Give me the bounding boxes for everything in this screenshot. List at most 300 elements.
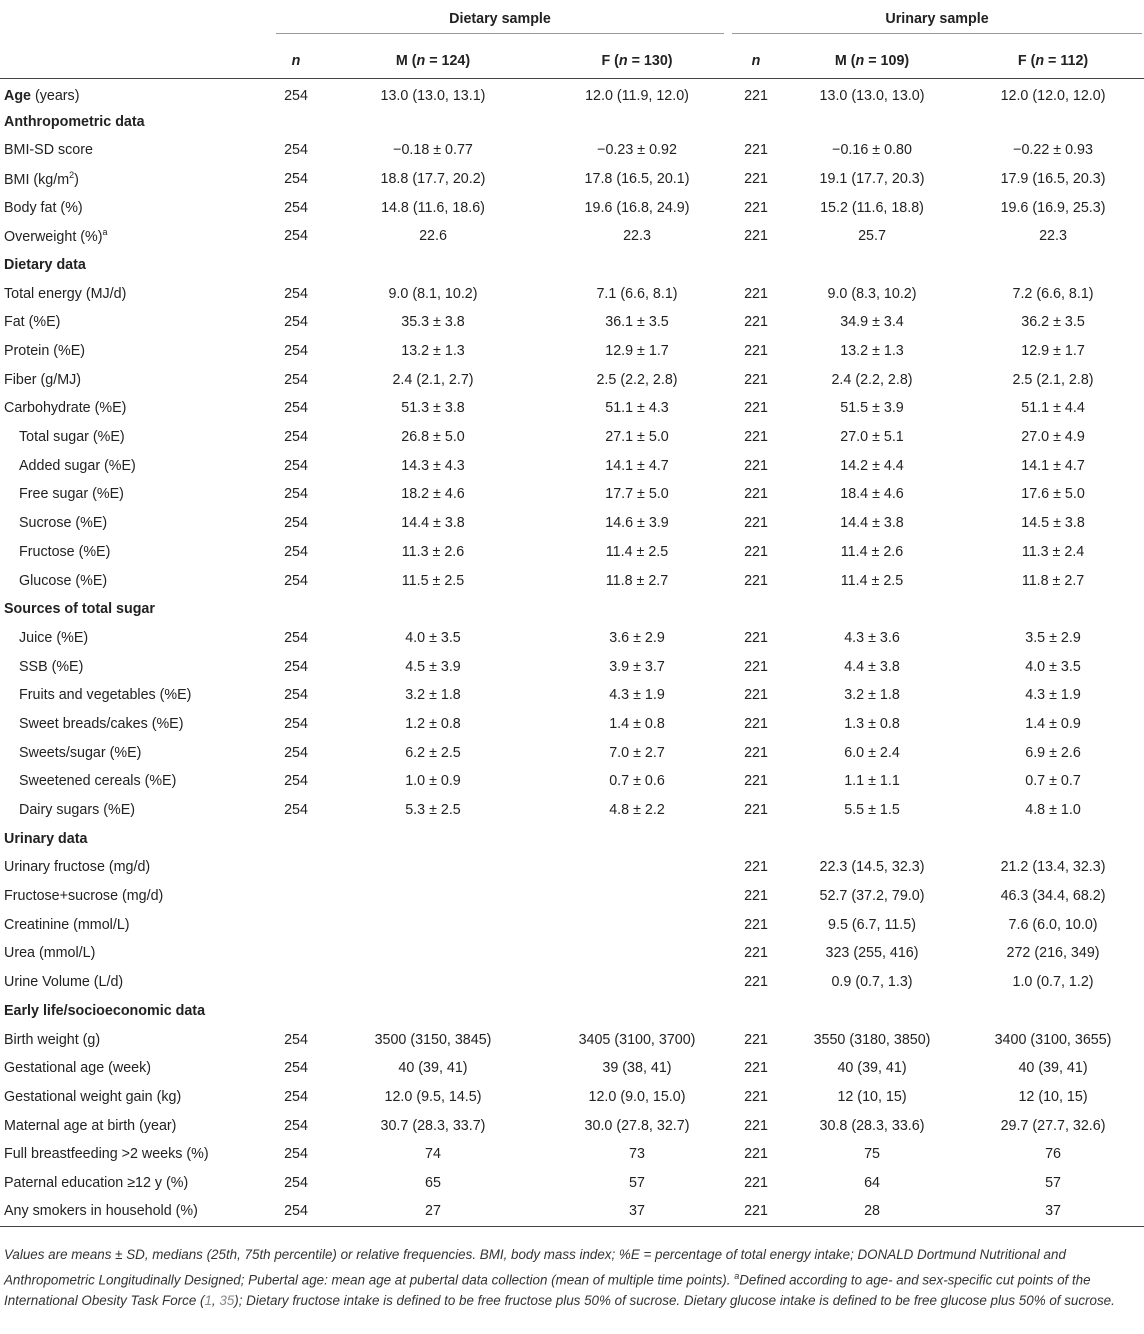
n-urinary: 221 — [744, 170, 768, 187]
f-urinary-value: 17.6 ± 5.0 — [1021, 486, 1085, 503]
table-row — [0, 1083, 1144, 1112]
table-row — [0, 882, 1144, 911]
f-dietary-value: 36.1 ± 3.5 — [605, 314, 669, 331]
table-row — [0, 796, 1144, 825]
empty-cell — [270, 107, 322, 136]
row-label: Juice (%E) — [19, 629, 89, 646]
m-urinary-value: 75 — [864, 1146, 880, 1163]
m-urinary-value: 40 (39, 41) — [837, 1060, 907, 1077]
m-urinary-value: 2.4 (2.2, 2.8) — [831, 371, 913, 388]
row-label: SSB (%E) — [19, 658, 84, 675]
m-dietary-value — [322, 853, 544, 882]
row-label: Age (years) — [4, 88, 80, 105]
section-label: Anthropometric data — [4, 113, 145, 130]
n-dietary: 254 — [284, 715, 308, 732]
f-dietary-value: 17.8 (16.5, 20.1) — [584, 170, 690, 187]
m-urinary-value: 5.5 ± 1.5 — [844, 802, 900, 819]
m-dietary-value: 11.3 ± 2.6 — [401, 543, 465, 560]
n-dietary: 254 — [284, 1088, 308, 1105]
f-dietary-value: 51.1 ± 4.3 — [605, 400, 669, 417]
empty-cell — [730, 595, 782, 624]
n-dietary: 254 — [284, 802, 308, 819]
f-urinary-value: 12 (10, 15) — [1018, 1088, 1088, 1105]
table-body — [0, 79, 1144, 1227]
f-urinary-value: 6.9 ± 2.6 — [1025, 744, 1081, 761]
m-dietary-value: 22.6 — [419, 228, 447, 245]
n-urinary: 221 — [744, 457, 768, 474]
empty-cell — [544, 251, 730, 280]
m-urinary-value: 4.3 ± 3.6 — [844, 629, 900, 646]
m-dietary-value: 14.4 ± 3.8 — [401, 515, 465, 532]
m-urinary-value: 64 — [864, 1174, 880, 1191]
table-footnote: Values are means ± SD, medians (25th, 75th percentile) or relative frequencies. BMI, body mass index; %E = percentage of total energy intake; DONALD Dortmund Nutritional and Anthropometric Longitudinally Designed; Pubertal age: mean age at pubertal data collection (mean of multiple time points). $^a$Defined according to age- and sex-specific cut points of the International Obesity Task Force (1, 35); Dietary fructose intake is defined to be free fructose plus 50% of sucrose. Dietary glucose intake is defined to be free glucose plus 50% of sucrose. — [4, 1247, 1115, 1309]
empty-cell — [962, 251, 1144, 280]
header-group-dietary: Dietary sample — [270, 0, 730, 44]
header-m-urinary: M (n = 109) — [782, 44, 962, 79]
f-urinary-value: 7.6 (6.0, 10.0) — [1008, 916, 1098, 933]
n-dietary: 254 — [284, 371, 308, 388]
f-dietary-value: 27.1 ± 5.0 — [605, 429, 669, 446]
n-urinary: 221 — [730, 1197, 782, 1226]
m-urinary-value: 11.4 ± 2.5 — [840, 572, 904, 589]
f-dietary-value: 3.6 ± 2.9 — [609, 629, 665, 646]
table-row — [0, 1169, 1144, 1198]
f-urinary-value: 11.8 ± 2.7 — [1021, 572, 1085, 589]
n-urinary: 221 — [744, 888, 768, 905]
f-dietary-value — [544, 882, 730, 911]
n-urinary: 221 — [744, 687, 768, 704]
m-dietary-value: 11.5 ± 2.5 — [401, 572, 465, 589]
m-urinary-value: 4.4 ± 3.8 — [844, 658, 900, 675]
f-dietary-value: 19.6 (16.8, 24.9) — [584, 199, 690, 216]
empty-cell — [962, 595, 1144, 624]
m-urinary-value: 13.2 ± 1.3 — [840, 343, 904, 360]
n-urinary: 221 — [744, 429, 768, 446]
empty-cell — [782, 824, 962, 853]
m-urinary-value: 28 — [782, 1197, 962, 1226]
f-dietary-value — [544, 968, 730, 997]
f-urinary-value: 12.9 ± 1.7 — [1021, 343, 1085, 360]
section-label: Sources of total sugar — [4, 601, 155, 618]
m-dietary-value: 40 (39, 41) — [398, 1060, 468, 1077]
n-urinary: 221 — [744, 744, 768, 761]
n-dietary: 254 — [284, 629, 308, 646]
m-dietary-value: 3.2 ± 1.8 — [405, 687, 461, 704]
table-row — [0, 365, 1144, 394]
m-urinary-value: 3.2 ± 1.8 — [844, 687, 900, 704]
f-dietary-value: 30.0 (27.8, 32.7) — [584, 1117, 690, 1134]
f-dietary-value: 0.7 ± 0.6 — [609, 773, 665, 790]
n-urinary: 221 — [744, 486, 768, 503]
m-urinary-value: 15.2 (11.6, 18.8) — [820, 199, 924, 216]
n-dietary: 254 — [284, 1060, 308, 1077]
n-urinary: 221 — [744, 715, 768, 732]
empty-cell — [782, 107, 962, 136]
row-label: Birth weight (g) — [4, 1031, 101, 1048]
m-urinary-value: 34.9 ± 3.4 — [840, 314, 904, 331]
m-dietary-value: 2.4 (2.1, 2.7) — [392, 371, 474, 388]
empty-cell — [322, 824, 544, 853]
f-dietary-value: 4.3 ± 1.9 — [609, 687, 665, 704]
f-urinary-value: 14.1 ± 4.7 — [1021, 457, 1085, 474]
f-dietary-value: 7.1 (6.6, 8.1) — [596, 285, 678, 302]
header-f-urinary: F (n = 112) — [962, 44, 1144, 79]
row-label: Fructose+sucrose (mg/d) — [4, 888, 164, 905]
table-row — [0, 222, 1144, 251]
header-n-urinary: n — [730, 44, 782, 79]
table-row — [0, 509, 1144, 538]
empty-cell — [544, 107, 730, 136]
n-dietary: 254 — [284, 142, 308, 159]
f-dietary-value: 17.7 ± 5.0 — [605, 486, 669, 503]
row-label: Carbohydrate (%E) — [4, 400, 127, 417]
row-label: Gestational weight gain (kg) — [4, 1088, 182, 1105]
f-urinary-value: 76 — [1045, 1146, 1061, 1163]
n-dietary: 254 — [284, 1146, 308, 1163]
empty-cell — [962, 824, 1144, 853]
table-row — [0, 767, 1144, 796]
empty-cell — [322, 595, 544, 624]
f-dietary-value: 37 — [544, 1197, 730, 1226]
table-row — [0, 738, 1144, 767]
section-label: Early life/socioeconomic data — [4, 1002, 206, 1019]
m-dietary-value — [322, 910, 544, 939]
n-dietary: 254 — [284, 744, 308, 761]
n-urinary: 221 — [744, 1117, 768, 1134]
f-dietary-value: 2.5 (2.2, 2.8) — [596, 371, 678, 388]
m-dietary-value: 3500 (3150, 3845) — [374, 1031, 492, 1048]
table-row — [0, 968, 1144, 997]
table-row — [0, 1025, 1144, 1054]
table-row — [0, 394, 1144, 423]
row-label: Overweight (%)$^a$ — [4, 227, 108, 246]
row-label: BMI $(kg/m^2)$ — [4, 170, 79, 188]
table-header — [0, 0, 1144, 79]
empty-cell — [730, 824, 782, 853]
m-dietary-value: 26.8 ± 5.0 — [401, 429, 465, 446]
row-label: Glucose (%E) — [19, 572, 108, 589]
n-dietary: 254 — [284, 572, 308, 589]
header-m-dietary: M (n = 124) — [322, 44, 544, 79]
f-dietary-value: 14.1 ± 4.7 — [605, 457, 669, 474]
row-label: Creatinine (mmol/L) — [4, 916, 130, 933]
m-dietary-value: 12.0 (9.5, 14.5) — [384, 1088, 482, 1105]
n-urinary: 221 — [744, 1031, 768, 1048]
m-urinary-value: 30.8 (28.3, 33.6) — [819, 1117, 925, 1134]
f-dietary-value: 22.3 — [623, 228, 651, 245]
f-dietary-value: 73 — [629, 1146, 645, 1163]
f-urinary-value: 46.3 (34.4, 68.2) — [1000, 888, 1106, 905]
f-urinary-value: 51.1 ± 4.4 — [1021, 400, 1085, 417]
n-dietary — [270, 853, 322, 882]
table-row — [0, 681, 1144, 710]
m-urinary-value: 12 (10, 15) — [837, 1088, 907, 1105]
f-urinary-value: 36.2 ± 3.5 — [1021, 314, 1085, 331]
empty-cell — [730, 251, 782, 280]
table-row — [0, 79, 1144, 108]
m-dietary-value: 30.7 (28.3, 33.7) — [380, 1117, 486, 1134]
table-row — [0, 279, 1144, 308]
f-urinary-value: 29.7 (27.7, 32.6) — [1000, 1117, 1106, 1134]
table-row — [0, 451, 1144, 480]
empty-cell — [322, 107, 544, 136]
n-dietary: 254 — [284, 228, 308, 245]
n-urinary: 221 — [744, 314, 768, 331]
n-dietary: 254 — [284, 515, 308, 532]
table-row — [0, 165, 1144, 194]
n-dietary: 254 — [284, 88, 308, 105]
m-dietary-value: 14.3 ± 4.3 — [401, 457, 465, 474]
empty-cell — [730, 997, 782, 1026]
n-dietary: 254 — [284, 687, 308, 704]
f-urinary-value: 22.3 — [1039, 228, 1067, 245]
n-dietary: 254 — [284, 1117, 308, 1134]
n-dietary: 254 — [284, 1174, 308, 1191]
empty-cell — [962, 107, 1144, 136]
n-urinary: 221 — [744, 199, 768, 216]
f-dietary-value: 12.0 (11.9, 12.0) — [585, 88, 689, 105]
empty-cell — [270, 824, 322, 853]
f-urinary-value: 3.5 ± 2.9 — [1025, 629, 1081, 646]
m-dietary-value: 18.8 (17.7, 20.2) — [380, 170, 486, 187]
row-label: Total energy (MJ/d) — [4, 285, 127, 302]
citation-link[interactable]: 1 — [204, 1293, 212, 1309]
n-urinary: 221 — [744, 859, 768, 876]
m-dietary-value: 6.2 ± 2.5 — [405, 744, 461, 761]
header-blank — [0, 0, 270, 44]
f-urinary-value: 27.0 ± 4.9 — [1021, 429, 1085, 446]
n-urinary: 221 — [744, 285, 768, 302]
n-dietary: 254 — [284, 170, 308, 187]
f-dietary-value: 11.8 ± 2.7 — [605, 572, 669, 589]
row-label: Urine Volume (L/d) — [4, 974, 124, 991]
f-dietary-value: 14.6 ± 3.9 — [605, 515, 669, 532]
m-urinary-value: 9.5 (6.7, 11.5) — [828, 916, 916, 933]
m-urinary-value: 323 (255, 416) — [825, 945, 919, 962]
n-dietary: 254 — [284, 773, 308, 790]
m-urinary-value: 0.9 (0.7, 1.3) — [831, 974, 913, 991]
n-urinary: 221 — [744, 1060, 768, 1077]
m-dietary-value: 18.2 ± 4.6 — [401, 486, 465, 503]
m-urinary-value: 11.4 ± 2.6 — [840, 543, 904, 560]
header-blank — [0, 44, 270, 79]
table-row — [0, 624, 1144, 653]
empty-cell — [270, 251, 322, 280]
n-urinary: 221 — [744, 658, 768, 675]
header-group-urinary: Urinary sample — [730, 0, 1144, 44]
row-label: Sweet breads/cakes (%E) — [19, 715, 184, 732]
row-label: Fat (%E) — [4, 314, 61, 331]
m-urinary-value: 19.1 (17.7, 20.3) — [819, 170, 925, 187]
n-urinary: 221 — [744, 802, 768, 819]
m-dietary-value: 51.3 ± 3.8 — [401, 400, 465, 417]
section-row — [0, 251, 1144, 280]
n-dietary: 254 — [284, 343, 308, 360]
row-label: Sweetened cereals (%E) — [19, 773, 177, 790]
n-dietary: 254 — [284, 1031, 308, 1048]
row-label: Body fat (%) — [4, 199, 83, 216]
section-row — [0, 997, 1144, 1026]
table-row — [0, 1140, 1144, 1169]
n-urinary: 221 — [744, 142, 768, 159]
empty-cell — [782, 595, 962, 624]
m-urinary-value: 25.7 — [858, 228, 886, 245]
m-dietary-value: −0.18 ± 0.77 — [393, 142, 473, 159]
f-dietary-value: −0.23 ± 0.92 — [597, 142, 677, 159]
row-label: Sweets/sugar (%E) — [19, 744, 142, 761]
row-label: Total sugar (%E) — [19, 429, 125, 446]
m-dietary-value: 5.3 ± 2.5 — [405, 802, 461, 819]
m-dietary-value: 1.0 ± 0.9 — [405, 773, 461, 790]
row-label: Fruits and vegetables (%E) — [19, 687, 192, 704]
empty-cell — [730, 107, 782, 136]
row-label: Free sugar (%E) — [19, 486, 124, 503]
table-row — [0, 480, 1144, 509]
row-label: Any smokers in household (%) — [0, 1197, 270, 1226]
table-row — [0, 337, 1144, 366]
f-urinary-value: 57 — [1045, 1174, 1061, 1191]
section-label: Dietary data — [4, 256, 86, 273]
n-dietary: 254 — [284, 400, 308, 417]
table-row — [0, 423, 1144, 452]
empty-cell — [544, 595, 730, 624]
empty-cell — [544, 824, 730, 853]
n-dietary: 254 — [284, 543, 308, 560]
table-row — [0, 566, 1144, 595]
m-urinary-value: 3550 (3180, 3850) — [813, 1031, 931, 1048]
row-label: BMI-SD score — [4, 142, 93, 159]
f-urinary-value: 12.0 (12.0, 12.0) — [1000, 88, 1106, 105]
m-urinary-value: 22.3 (14.5, 32.3) — [819, 859, 925, 876]
f-dietary-value: 3405 (3100, 3700) — [578, 1031, 696, 1048]
row-label: Dairy sugars (%E) — [19, 802, 135, 819]
table-row — [0, 538, 1144, 567]
empty-cell — [962, 997, 1144, 1026]
f-urinary-value: 14.5 ± 3.8 — [1021, 515, 1085, 532]
row-label: Urea (mmol/L) — [4, 945, 96, 962]
n-dietary: 254 — [284, 457, 308, 474]
n-urinary: 221 — [744, 400, 768, 417]
n-urinary: 221 — [744, 1174, 768, 1191]
n-urinary: 221 — [744, 515, 768, 532]
empty-cell — [270, 997, 322, 1026]
n-dietary: 254 — [270, 1197, 322, 1226]
f-urinary-value: 1.0 (0.7, 1.2) — [1012, 974, 1094, 991]
m-urinary-value: 14.4 ± 3.8 — [840, 515, 904, 532]
f-urinary-value: 4.0 ± 3.5 — [1025, 658, 1081, 675]
table-row — [0, 193, 1144, 222]
n-dietary: 254 — [284, 199, 308, 216]
table-row — [0, 853, 1144, 882]
f-dietary-value: 1.4 ± 0.8 — [609, 715, 665, 732]
m-dietary-value: 9.0 (8.1, 10.2) — [388, 285, 478, 302]
header-n-dietary: n — [270, 44, 322, 79]
table-row — [0, 1054, 1144, 1083]
row-label: Maternal age at birth (year) — [4, 1117, 177, 1134]
n-urinary: 221 — [744, 1088, 768, 1105]
n-dietary — [270, 910, 322, 939]
section-row — [0, 824, 1144, 853]
header-f-dietary: F (n = 130) — [544, 44, 730, 79]
m-urinary-value: 52.7 (37.2, 79.0) — [819, 888, 925, 905]
empty-cell — [322, 997, 544, 1026]
m-dietary-value: 1.2 ± 0.8 — [405, 715, 461, 732]
m-dietary-value: 35.3 ± 3.8 — [401, 314, 465, 331]
f-urinary-value: 19.6 (16.9, 25.3) — [1000, 199, 1106, 216]
m-dietary-value — [322, 968, 544, 997]
m-dietary-value: 4.0 ± 3.5 — [405, 629, 461, 646]
citation-link[interactable]: 35 — [219, 1293, 235, 1309]
m-dietary-value: 4.5 ± 3.9 — [405, 658, 461, 675]
n-urinary: 221 — [744, 629, 768, 646]
m-dietary-value: 14.8 (11.6, 18.6) — [381, 199, 485, 216]
f-dietary-value: 57 — [629, 1174, 645, 1191]
empty-cell — [782, 997, 962, 1026]
m-urinary-value: 1.1 ± 1.1 — [844, 773, 900, 790]
f-urinary-value: −0.22 ± 0.93 — [1013, 142, 1093, 159]
table-row — [0, 710, 1144, 739]
f-urinary-value: 21.2 (13.4, 32.3) — [1000, 859, 1106, 876]
f-urinary-value: 272 (216, 349) — [1006, 945, 1100, 962]
row-label: Sucrose (%E) — [19, 515, 108, 532]
m-dietary-value: 65 — [425, 1174, 441, 1191]
f-urinary-value: 7.2 (6.6, 8.1) — [1012, 285, 1094, 302]
n-urinary: 221 — [744, 974, 768, 991]
f-dietary-value: 11.4 ± 2.5 — [605, 543, 669, 560]
f-dietary-value — [544, 853, 730, 882]
empty-cell — [782, 251, 962, 280]
table-row — [0, 910, 1144, 939]
m-urinary-value: 14.2 ± 4.4 — [840, 457, 904, 474]
n-dietary: 254 — [284, 285, 308, 302]
m-dietary-value — [322, 882, 544, 911]
m-dietary-value: 27 — [322, 1197, 544, 1226]
section-row — [0, 595, 1144, 624]
m-urinary-value: 13.0 (13.0, 13.0) — [819, 88, 925, 105]
f-urinary-value: 4.8 ± 1.0 — [1025, 802, 1081, 819]
n-urinary: 221 — [744, 228, 768, 245]
n-urinary: 221 — [744, 572, 768, 589]
row-label: Paternal education ≥12 y (%) — [4, 1174, 189, 1191]
f-urinary-value: 17.9 (16.5, 20.3) — [1000, 170, 1106, 187]
empty-cell — [322, 251, 544, 280]
table-row — [0, 939, 1144, 968]
row-label: Fructose (%E) — [19, 543, 111, 560]
f-urinary-value: 1.4 ± 0.9 — [1025, 715, 1081, 732]
n-dietary: 254 — [284, 429, 308, 446]
m-urinary-value: 9.0 (8.3, 10.2) — [827, 285, 917, 302]
f-urinary-value: 2.5 (2.1, 2.8) — [1012, 371, 1094, 388]
f-urinary-value: 37 — [962, 1197, 1144, 1226]
row-label: Urinary fructose (mg/d) — [4, 859, 151, 876]
n-dietary: 254 — [284, 658, 308, 675]
f-dietary-value — [544, 939, 730, 968]
section-row — [0, 107, 1144, 136]
n-urinary: 221 — [744, 773, 768, 790]
empty-cell — [544, 997, 730, 1026]
f-urinary-value: 3400 (3100, 3655) — [994, 1031, 1112, 1048]
m-dietary-value: 74 — [425, 1146, 441, 1163]
m-urinary-value: 27.0 ± 5.1 — [840, 429, 904, 446]
row-label: Protein (%E) — [4, 343, 86, 360]
f-dietary-value: 12.0 (9.0, 15.0) — [588, 1088, 686, 1105]
n-urinary: 221 — [744, 543, 768, 560]
n-urinary: 221 — [744, 371, 768, 388]
f-urinary-value: 4.3 ± 1.9 — [1025, 687, 1081, 704]
m-urinary-value: 6.0 ± 2.4 — [844, 744, 900, 761]
f-dietary-value: 12.9 ± 1.7 — [605, 343, 669, 360]
row-label: Fiber (g/MJ) — [4, 371, 82, 388]
